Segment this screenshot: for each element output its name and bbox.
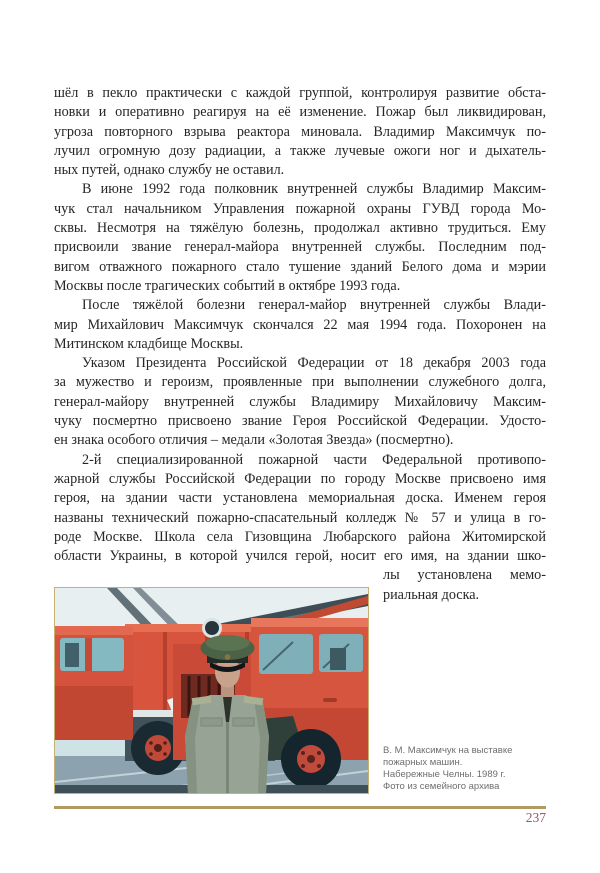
- text-line: генерал-майору внутренней службы Владимиру Михайловичу Максим-: [54, 393, 546, 410]
- text-line: героя, на здании части установлена мемориальная доска. Именем героя: [54, 490, 546, 507]
- text-line: лы установлена мемо-: [383, 567, 546, 584]
- text-line: угроза повторного взрыва реактора миновала. Владимир Максимчук по-: [54, 123, 546, 140]
- text-line: сквы. Несмотря на тяжёлую болезнь, продолжал активно трудиться. Ему: [54, 220, 546, 237]
- page-text-column: [54, 84, 546, 794]
- paragraph: [54, 296, 546, 354]
- text-line: Митинском кладбище Москвы.: [54, 335, 244, 352]
- paragraph: [54, 84, 546, 180]
- photo-side-column: [383, 566, 546, 792]
- caption-line: Фото из семейного архива: [383, 780, 500, 792]
- text-line: После тяжёлой болезни генерал-майор внутренней службы Влади-: [82, 297, 546, 314]
- paragraph: [54, 451, 546, 567]
- text-line: чуку посмертно присвоено звание Героя Российской Федерации. Удосто-: [54, 413, 546, 430]
- text-line: шёл в пекло практически с каждой группой, контролируя развитие обста-: [54, 85, 546, 101]
- text-line: ен знака особого отличия – медали «Золотая Звезда» (посмертно).: [54, 432, 454, 449]
- text-line: ных путей, однако службу не оставил.: [54, 162, 285, 179]
- text-line: присвоили звание генерал-майора внутренней службы. Последним под-: [54, 239, 546, 256]
- text-line: за мужество и героизм, проявленные при выполнении служебного долга,: [54, 374, 546, 391]
- text-line: названы технический пожарно-спасательный колледж № 57 и улица в го-: [54, 509, 546, 526]
- text-line: риальная доска.: [383, 586, 480, 603]
- caption-line: В. М. Максимчук на выставке: [383, 745, 513, 757]
- paragraph: [54, 180, 546, 296]
- figure-row: [54, 566, 546, 794]
- caption-line: Набережные Челны. 1989 г.: [383, 768, 506, 780]
- text-line: области Украины, в которой учился герой, носит его имя, на здании шко-: [54, 548, 546, 565]
- text-line: чук стал начальником Управления пожарной охраны ГУВД города Мо-: [54, 200, 546, 217]
- page-number: 237: [525, 810, 546, 825]
- text-line: новки и оперативно реагируя на её изменение. Пожар был ликвидирован,: [54, 104, 546, 121]
- text-line: роде Москве. Школа села Гизовщина Любарского района Житомирской: [54, 528, 546, 545]
- photo-illustration: [55, 588, 368, 793]
- text-line: жарной службы Российской Федерации по городу Москве присвоено имя: [54, 470, 546, 487]
- photo-caption: [383, 745, 546, 793]
- text-line: Указом Президента Российской Федерации от 18 декабря 2003 года: [82, 355, 546, 372]
- text-line: вигом отважного пожарного стало тушение зданий Белого дома и мэрии: [54, 258, 546, 275]
- text-line: Москвы после трагических событий в октябре 1993 года.: [54, 277, 401, 294]
- paragraph: [54, 354, 546, 450]
- text-line: В июне 1992 года полковник внутренней службы Владимир Максим-: [82, 181, 546, 198]
- text-line: 2-й специализированной пожарной части Федеральной противопо-: [82, 451, 546, 468]
- text-line: лучил огромную дозу радиации, а также лучевые ожоги ног и дыхатель-: [54, 142, 546, 159]
- photo-fire-trucks: [54, 587, 369, 794]
- footer-rule: [54, 806, 546, 809]
- caption-line: пожарных машин.: [383, 756, 463, 768]
- text-line: мир Михайлович Максимчук скончался 22 мая 1994 года. Похоронен на: [54, 316, 546, 333]
